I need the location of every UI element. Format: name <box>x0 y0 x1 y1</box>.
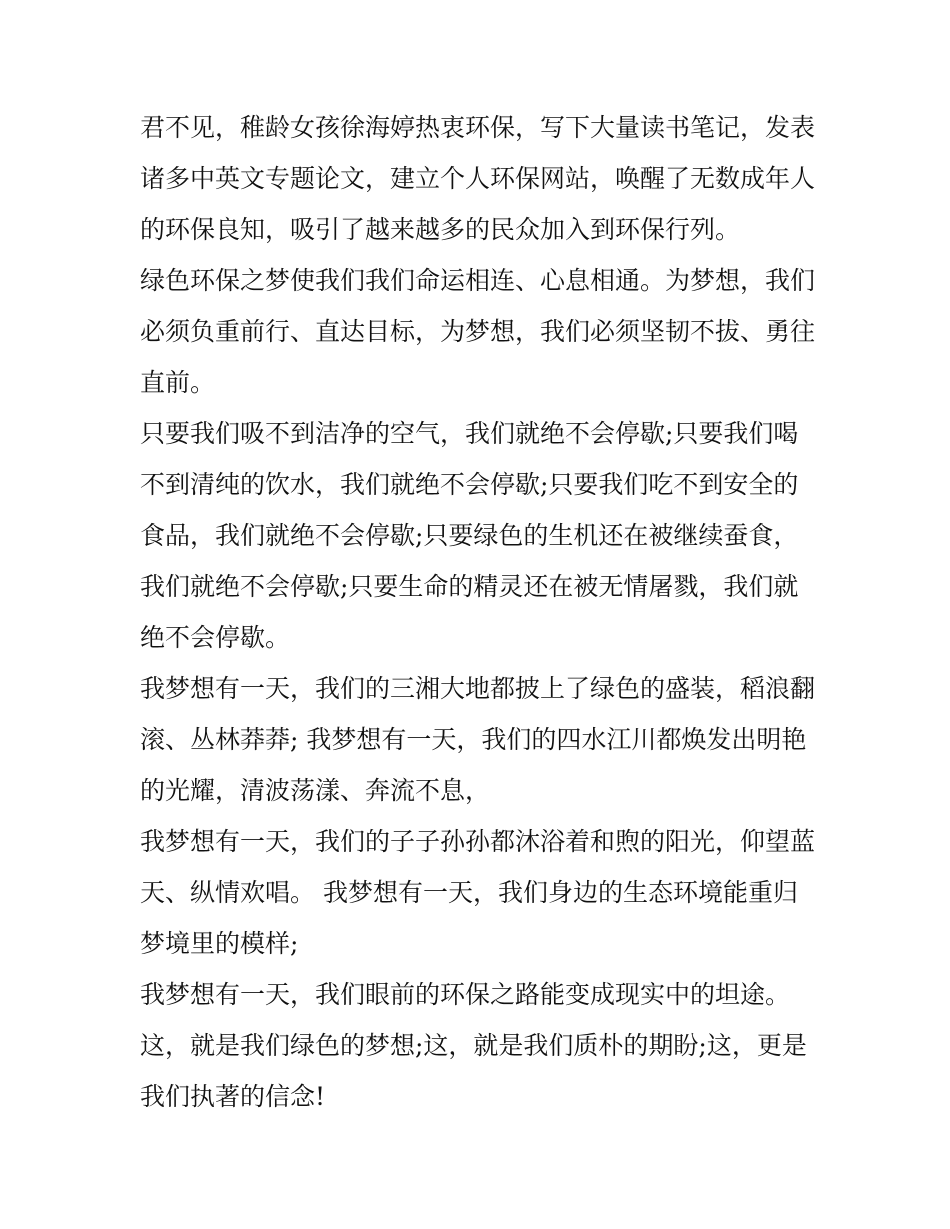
text-line: 诸多中英文专题论文，建立个人环保网站，唤醒了无数成年人 <box>140 164 816 193</box>
text-line: 我梦想有一天，我们的三湘大地都披上了绿色的盛装，稻浪翻 <box>140 674 816 703</box>
text-line: 食品，我们就绝不会停歇;只要绿色的生机还在被继续蚕食， <box>140 521 799 550</box>
text-line: 我们执著的信念! <box>140 1082 326 1111</box>
text-line: 滚、丛林莽莽; 我梦想有一天，我们的四水江川都焕发出明艳 <box>140 725 807 754</box>
text-line: 梦境里的模样; <box>140 929 299 958</box>
text-line: 我梦想有一天，我们的子子孙孙都沐浴着和煦的阳光，仰望蓝 <box>140 827 816 856</box>
text-line: 我们就绝不会停歇;只要生命的精灵还在被无情屠戮，我们就 <box>140 572 799 601</box>
text-line: 的环保良知，吸引了越来越多的民众加入到环保行列。 <box>140 215 741 244</box>
text-line: 天、纵情欢唱。 我梦想有一天，我们身边的生态环境能重归 <box>140 878 798 907</box>
text-line: 直前。 <box>140 368 216 397</box>
text-line: 必须负重前行、直达目标，为梦想，我们必须坚韧不拔、勇往 <box>140 317 816 346</box>
text-line: 绿色环保之梦使我们我们命运相连、心息相通。为梦想，我们 <box>140 266 816 295</box>
text-line: 的光耀，清波荡漾、奔流不息， <box>140 776 491 805</box>
document-body <box>140 102 820 1122</box>
text-line: 只要我们吸不到洁净的空气，我们就绝不会停歇;只要我们喝 <box>140 419 799 448</box>
text-line: 不到清纯的饮水，我们就绝不会停歇;只要我们吃不到安全的 <box>140 470 799 499</box>
text-line: 这，就是我们绿色的梦想;这，就是我们质朴的期盼;这，更是 <box>140 1031 807 1060</box>
text-line: 绝不会停歇。 <box>140 623 291 652</box>
text-line: 我梦想有一天，我们眼前的环保之路能变成现实中的坦途。 <box>140 980 791 1009</box>
text-line: 君不见，稚龄女孩徐海婷热衷环保，写下大量读书笔记，发表 <box>140 113 816 142</box>
